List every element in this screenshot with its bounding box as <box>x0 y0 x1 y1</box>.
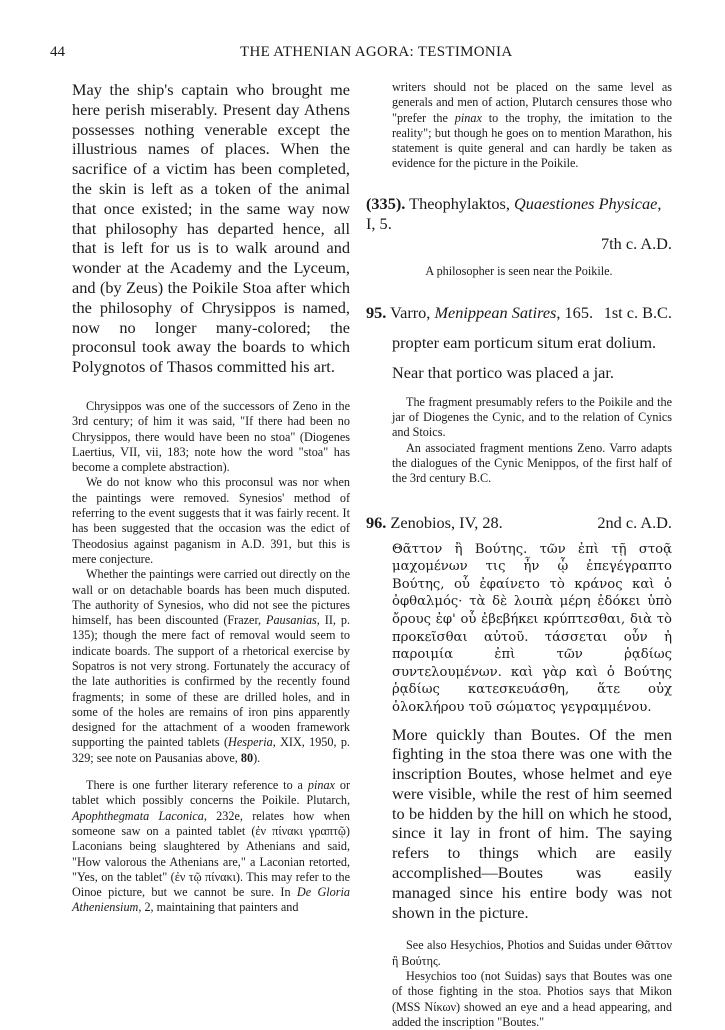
greek-text: Θᾶττον ἢ Βούτης. τῶν ἐπὶ τῇ στοᾷ μαχομένων τις ἦν ᾧ ἐπεγέγραπτο Βούτης, οὗ ἐφαίνετο τὸ κράνος καὶ ὁ ὀφθαλμός· τὰ δὲ λοιπὰ μέρη ἐδόκει ὑπὸ ὄρους ἐφ' οὗ ἐβεβήκει κρύπτεσθαι, διὰ τὸ προκεῖσθαι αὐτοῦ. τάσσεται οὖν ἡ παροιμία ἐπὶ τῶν ῥᾳδίως συντελουμένων. καὶ γὰρ καὶ ὁ Βούτης ῥᾳδίως κατεσκευάσθη, ἅτε οὐχ ὁλοκλήρου τοῦ σώματος γεγραμμένου. <box>392 541 672 715</box>
testimonium-335-heading: (335). Theophylaktos, Quaestiones Physicae, I, 5. <box>366 193 662 233</box>
page-number: 44 <box>50 44 65 60</box>
commentary-continuation: writers should not be placed on the same level as generals and men of action, Plutarch censures those who "prefer the pinax to the trophy, the imitation to the reality"; but though he goes on to mention Marathon, his statement is quite general and can hardly be taken as evidence for the picture in the Poikile. <box>392 80 673 171</box>
testimonium-note: See also Hesychios, Photios and Suidas under Θᾶττον ἢ Βούτης. <box>392 938 672 968</box>
commentary-paragraph: Chrysippos was one of the successors of Zeno in the 3rd century; of him it was said, "If there had been no Chrysippos, there would have been no stoa" (Diogenes Laertius, VII, vii, 183; note how the word "stoa" has become a complete abstraction). <box>72 398 350 475</box>
right-column <box>366 80 672 1030</box>
commentary-paragraph: There is one further literary reference to a pinax or tablet which possibly concerns the Poikile. Plutarch, Apophthegmata Laconica, 232e, relates how when someone saw on a painted tablet (ἐν πίνακι γραπτῷ) Laconians being slaughtered by Athenians and said, "How valorous the Athenians are," a Laconian retorted, "Yes, on the tablet" (ἐν τῷ πίνακι). This may refer to the Oinoe picture, but we cannot be sure. In De Gloria Atheniensium, 2, maintaining that painters and <box>72 778 351 915</box>
testimonium-note: The fragment presumably refers to the Poikile and the jar of Diogenes the Cynic, and to the relation of Cynics and Stoics. <box>392 394 672 440</box>
commentary-paragraph: We do not know who this proconsul was nor when the paintings were removed. Synesios' method of referring to the event suggests that it was fairly recent. It has been suggested that the occasion was the edict of Theodosius against paganism in A.D. 391, but this is mere conjecture. <box>72 475 350 566</box>
testimonium-note: A philosopher is seen near the Poikile. <box>425 263 613 278</box>
testimonium-95-heading: 95. Varro, Menippean Satires, 165. 1st c. B.C. <box>366 302 672 322</box>
testimonium-translation: More quickly than Boutes. Of the men fighting in the stoa there was one with the inscription Boutes, whose helmet and eye were visible, while the rest of him seemed to be hidden by the hill on which he stood, since it lay in front of him. The saying refers to things which are easily accomplished—Boutes was easily managed since his entire body was not shown in the picture. <box>392 724 672 922</box>
synesios-translation: May the ship's captain who brought me here perish miserably. Present day Athens possesses nothing venerable except the illustrious names of places. When the sacrifice of a victim has been completed, the skin is left as a token of the animal that once existed; in the same way now that philosophy has departed hence, all that is left for us is to walk around and wonder at the Academy and the Lyceum, and (by Zeus) the Poikile Stoa after which the philosophy of Chrysippos is named, now no longer many-colored; the proconsul took away the boards to which Polygnotos of Thasos committed his art. <box>72 80 350 377</box>
testimonium-96-heading: 96. Zenobios, IV, 28. 2nd c. A.D. <box>366 512 672 532</box>
running-title: THE ATHENIAN AGORA: TESTIMONIA <box>240 44 513 60</box>
testimonium-date: 1st c. B.C. <box>603 302 672 322</box>
testimonium-date: 2nd c. A.D. <box>597 512 672 532</box>
running-header <box>50 44 675 64</box>
left-column <box>72 80 350 916</box>
commentary-paragraph: Whether the paintings were carried out directly on the wall or on detachable boards has been much disputed. The authority of Synesios, who did not see the pictures himself, has been discounted (Frazer, Pausanias, II, p. 135); though the mere fact of removal would seem to indicate boards. The support of a rhetorical exercise by Sopatros is not very strong. Fortunately the accuracy of the late authorities is confirmed by the recently found fragments; in some of these are drilled holes, and in some of the holes are remains of iron pins apparently designed for the attachment of a wooden framework supporting the painted tablets (Hesperia, XIX, 1950, p. 329; see note on Pausanias above, 80). <box>72 567 350 765</box>
testimonium-translation: Near that portico was placed a jar. <box>392 362 614 382</box>
testimonium-note: Hesychios too (not Suidas) says that Boutes was one of those fighting in the stoa. Photios says that Mikon (MSS Νίκων) showed an eye and a head appearing, and added the inscription "Boutes." <box>392 969 672 1029</box>
testimonium-note: An associated fragment mentions Zeno. Varro adapts the dialogues of the Cynic Menippos, of the first half of the 3rd century B.C. <box>392 440 672 486</box>
latin-text: propter eam porticum situm erat dolium. <box>392 332 657 352</box>
testimonium-date: 7th c. A.D. <box>601 233 672 253</box>
